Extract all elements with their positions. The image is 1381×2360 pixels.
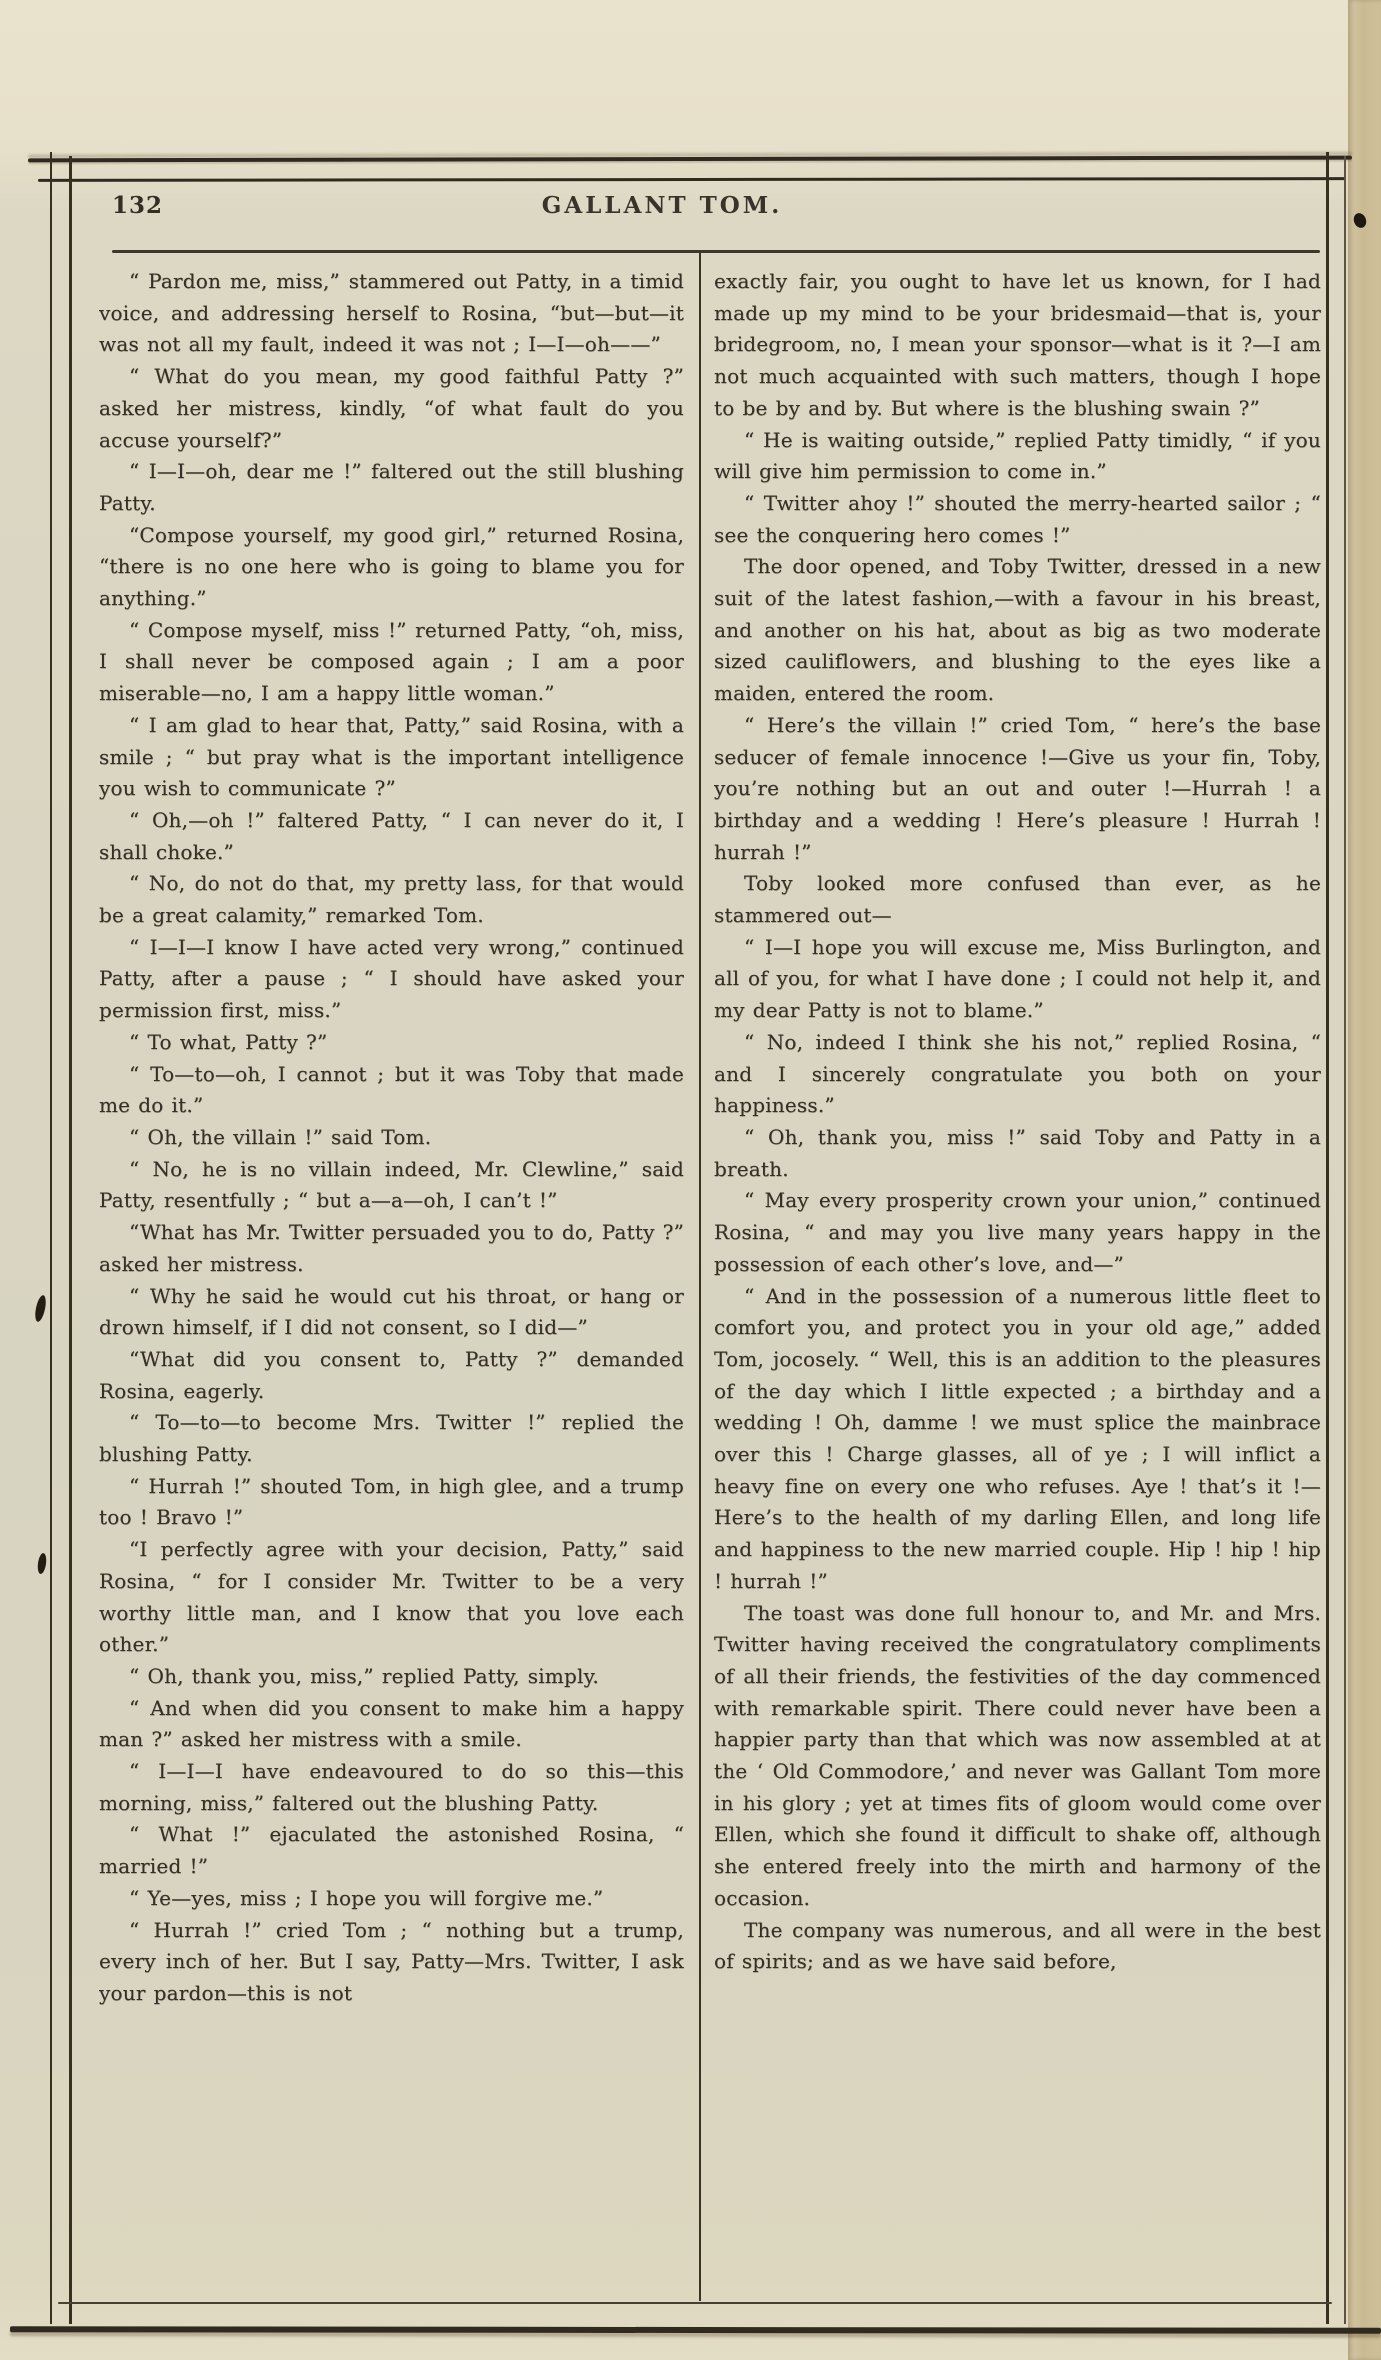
paragraph: “ I—I—I know I have acted very wrong,” continued Patty, after a pause ; “ I should have asked your permission first, miss.” — [99, 934, 684, 1023]
paragraph: “ Twitter ahoy !” shouted the merry-hearted sailor ; “ see the conquering hero comes !” — [714, 490, 1321, 547]
ink-smudge — [37, 1553, 48, 1575]
right-border-line-outer — [1344, 156, 1346, 2324]
right-border-line-inner — [1326, 152, 1329, 2324]
bottom-border-rule-inner — [58, 2302, 1332, 2304]
left-border-line-inner — [69, 156, 72, 2324]
paragraph: “ To what, Patty ?” — [129, 1029, 328, 1054]
paragraph: “What has Mr. Twitter persuaded you to do, Patty ?” asked her mistress. — [99, 1220, 684, 1276]
column-divider — [699, 253, 701, 2301]
paragraph: “ To—to—to become Mrs. Twitter !” replied the blushing Patty. — [99, 1410, 684, 1467]
page-number: 132 — [112, 192, 164, 219]
paragraph: “ May every prosperity crown your union,” continued Rosina, “ and may you live many years happy in the possession of each other’s love, and—” — [714, 1188, 1321, 1276]
ink-smudge — [33, 1294, 47, 1322]
paragraph: “ What !” ejaculated the astonished Rosina, “ married !” — [99, 1822, 684, 1879]
book-edge — [1348, 0, 1381, 2360]
left-border-line-outer — [50, 152, 52, 2324]
paragraph: The door opened, and Toby Twitter, dressed in a new suit of the latest fashion,—with a favour in his breast, and another on his hat, about as big as two moderate sized cauliflowers, and blushing to the eyes like a maiden, entered the room. — [714, 554, 1321, 706]
paragraph: “ Oh, thank you, miss !” said Toby and Patty in a breath. — [714, 1124, 1321, 1181]
paragraph: “ And in the possession of a numerous little fleet to comfort you, and protect you in your old age,” added Tom, jocosely. “ Well, this is an addition to the pleasures of the day which I little expected ; a birthday and a wedding ! Oh, damme ! we must splice the mainbrace over this ! Charge glasses, all of ye ; I will inflict a heavy fine on every one who refuses. Aye ! that’s it !—Here’s to the health of my darling Ellen, and long life and happiness to the new married couple. Hip ! hip ! hip ! hurrah !” — [714, 1283, 1321, 1593]
paragraph: “ To—to—oh, I cannot ; but it was Toby that made me do it.” — [99, 1061, 684, 1118]
paragraph: “ He is waiting outside,” replied Patty timidly, “ if you will give him permission to come in.” — [714, 427, 1321, 484]
paragraph: Toby looked more confused than ever, as he stammered out— — [714, 871, 1321, 928]
paragraph: “ What do you mean, my good faithful Patty ?” asked her mistress, kindly, “of what fault do you accuse yourself?” — [99, 364, 684, 452]
paragraph: “I perfectly agree with your decision, Patty,” said Rosina, “ for I consider Mr. Twitter to be a very worthy little man, and I know that you love each other.” — [99, 1537, 684, 1657]
paragraph: “ I—I hope you will excuse me, Miss Burlington, and all of you, for what I have done ; I could not help it, and my dear Patty is not to blame.” — [714, 934, 1321, 1023]
paragraph: “ Oh, thank you, miss,” replied Patty, simply. — [129, 1663, 599, 1688]
left-column — [99, 266, 684, 2296]
paragraph: “ Oh,—oh !” faltered Patty, “ I can never do it, I shall choke.” — [99, 807, 684, 864]
top-border-rule-outer — [28, 156, 1352, 163]
paragraph: “ Why he said he would cut his throat, or hang or drown himself, if I did not consent, so I did—” — [99, 1283, 684, 1340]
paragraph: exactly fair, you ought to have let us known, for I had made up my mind to be your bridesmaid—that is, your bridegroom, no, I mean your sponsor—what is it ?—I am not much acquainted with such matters, though I hope to be by and by. But where is the blushing swain ?” — [714, 269, 1321, 420]
right-column — [714, 266, 1321, 2296]
paragraph: “ Hurrah !” cried Tom ; “ nothing but a trump, every inch of her. But I say, Patty—Mrs. Twitter, I ask your pardon—this is not — [99, 1917, 684, 2005]
header-rule — [112, 250, 1320, 253]
paragraph: “ And when did you consent to make him a happy man ?” asked her mistress with a smile. — [99, 1695, 684, 1752]
paragraph: The company was numerous, and all were in the best of spirits; and as we have said before, — [714, 1917, 1321, 1974]
top-border-rule-inner — [38, 177, 1346, 182]
paragraph: “ No, he is no villain indeed, Mr. Clewline,” said Patty, resentfully ; “ but a—a—oh, I can’t !” — [99, 1156, 684, 1213]
paragraph: “ No, do not do that, my pretty lass, for that would be a great calamity,” remarked Tom. — [99, 871, 684, 928]
paragraph: “Compose yourself, my good girl,” returned Rosina, “there is no one here who is going to blame you for anything.” — [99, 522, 684, 611]
paragraph: “ I—I—oh, dear me !” faltered out the still blushing Patty. — [99, 459, 684, 515]
paragraph: “ Compose myself, miss !” returned Patty, “oh, miss, I shall never be composed again ; I am a poor miserable—no, I am a happy little woman.” — [99, 617, 684, 706]
paragraph: “ Ye—yes, miss ; I hope you will forgive me.” — [129, 1885, 604, 1910]
running-title: GALLANT TOM. — [541, 192, 783, 219]
paragraph: The toast was done full honour to, and Mr. and Mrs. Twitter having received the congratulatory compliments of all their friends, the festivities of the day commenced with remarkable spirit. There could never have been a happier party than that which was now assembled at at the ‘ Old Commodore,’ and never was Gallant Tom more in his glory ; yet at times fits of gloom would come over Ellen, which she found it difficult to shake off, although she entered freely into the mirth and harmony of the occasion. — [714, 1600, 1321, 1910]
paragraph: “ Hurrah !” shouted Tom, in high glee, and a trump too ! Bravo !” — [99, 1473, 684, 1530]
paragraph: “ No, indeed I think she his not,” replied Rosina, “ and I sincerely congratulate you both on your happiness.” — [714, 1029, 1321, 1118]
paragraph: “ Here’s the villain !” cried Tom, “ here’s the base seducer of female innocence !—Give us your fin, Toby, you’re nothing but an out and outer !—Hurrah ! a birthday and a wedding ! Here’s pleasure ! Hurrah ! hurrah !” — [714, 712, 1321, 864]
paragraph: “ I—I—I have endeavoured to do so this—this morning, miss,” faltered out the blushing Patty. — [99, 1759, 684, 1815]
paragraph: “ Pardon me, miss,” stammered out Patty, in a timid voice, and addressing herself to Rosina, “but—but—it was not all my fault, indeed it was not ; I—I—oh——” — [99, 269, 684, 357]
paragraph: “What did you consent to, Patty ?” demanded Rosina, eagerly. — [99, 1346, 684, 1403]
paragraph: “ Oh, the villain !” said Tom. — [129, 1124, 432, 1149]
bottom-border-rule-outer — [10, 2326, 1381, 2333]
paragraph: “ I am glad to hear that, Patty,” said Rosina, with a smile ; “ but pray what is the important intelligence you wish to communicate ?” — [99, 712, 684, 801]
